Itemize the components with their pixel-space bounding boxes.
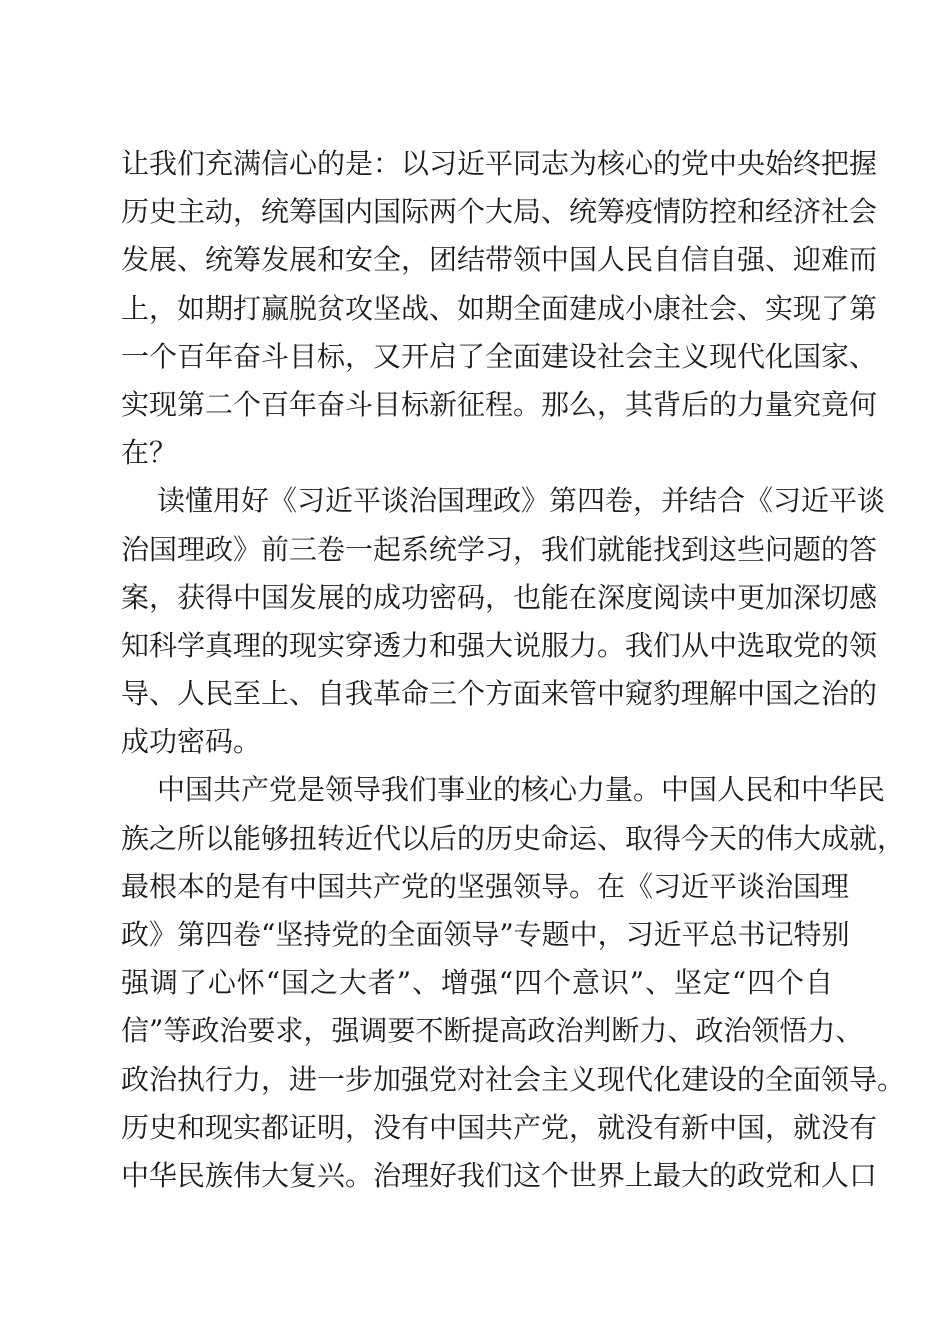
paragraph-reading <box>121 477 886 766</box>
text-line: 上，如期打赢脱贫攻坚战、如期全面建成小康社会、实现了第 <box>121 291 878 325</box>
document-body <box>121 140 906 1200</box>
text-line: 实现第二个百年奋斗目标新征程。那么，其背后的力量究竟何 <box>121 387 878 421</box>
text-line: 知科学真理的现实穿透力和强大说服力。我们从中选取党的领 <box>121 628 878 662</box>
text-line: 中华民族伟大复兴。治理好我们这个世界上最大的政党和人口 <box>121 1158 878 1192</box>
text-line: 历史和现实都证明，没有中国共产党，就没有新中国，就没有 <box>121 1110 878 1144</box>
text-line: 政治执行力，进一步加强党对社会主义现代化建设的全面领导。 <box>121 1062 906 1096</box>
text-line: 成功密码。 <box>121 725 262 759</box>
text-line: 强调了心怀“国之大者”、增强“四个意识”、坚定“四个自 <box>121 966 833 1000</box>
text-line: 最根本的是有中国共产党的坚强领导。在《习近平谈治国理 <box>121 869 850 903</box>
text-line: 一个百年奋斗目标，又开启了全面建设社会主义现代化国家、 <box>121 339 878 373</box>
text-line: 信”等政治要求，强调要不断提高政治判断力、政治领悟力、 <box>121 1014 864 1048</box>
text-line: 让我们充满信心的是：以习近平同志为核心的党中央始终把握 <box>121 147 878 180</box>
text-line: 族之所以能够扭转近代以后的历史命运、取得今天的伟大成就， <box>121 821 906 855</box>
text-line: 读懂用好《习近平谈治国理政》第四卷，并结合《习近平谈 <box>157 484 886 518</box>
text-line: 治国理政》前三卷一起系统学习，我们就能找到这些问题的答 <box>121 532 878 566</box>
text-line: 历史主动，统筹国内国际两个大局、统筹疫情防控和经济社会 <box>121 195 878 229</box>
text-line: 案，获得中国发展的成功密码，也能在深度阅读中更加深切感 <box>121 580 878 614</box>
text-line: 导、人民至上、自我革命三个方面来管中窥豹理解中国之治的 <box>121 677 878 711</box>
paragraph-party-leadership <box>121 766 906 1200</box>
text-line: 政》第四卷“坚持党的全面领导”专题中，习近平总书记特别 <box>121 918 850 951</box>
paragraph-confidence <box>121 140 878 477</box>
text-line: 发展、统筹发展和安全，团结带领中国人民自信自强、迎难而 <box>121 243 878 277</box>
text-line: 中国共产党是领导我们事业的核心力量。中国人民和中华民 <box>157 773 886 807</box>
text-line: 在？ <box>121 436 178 470</box>
